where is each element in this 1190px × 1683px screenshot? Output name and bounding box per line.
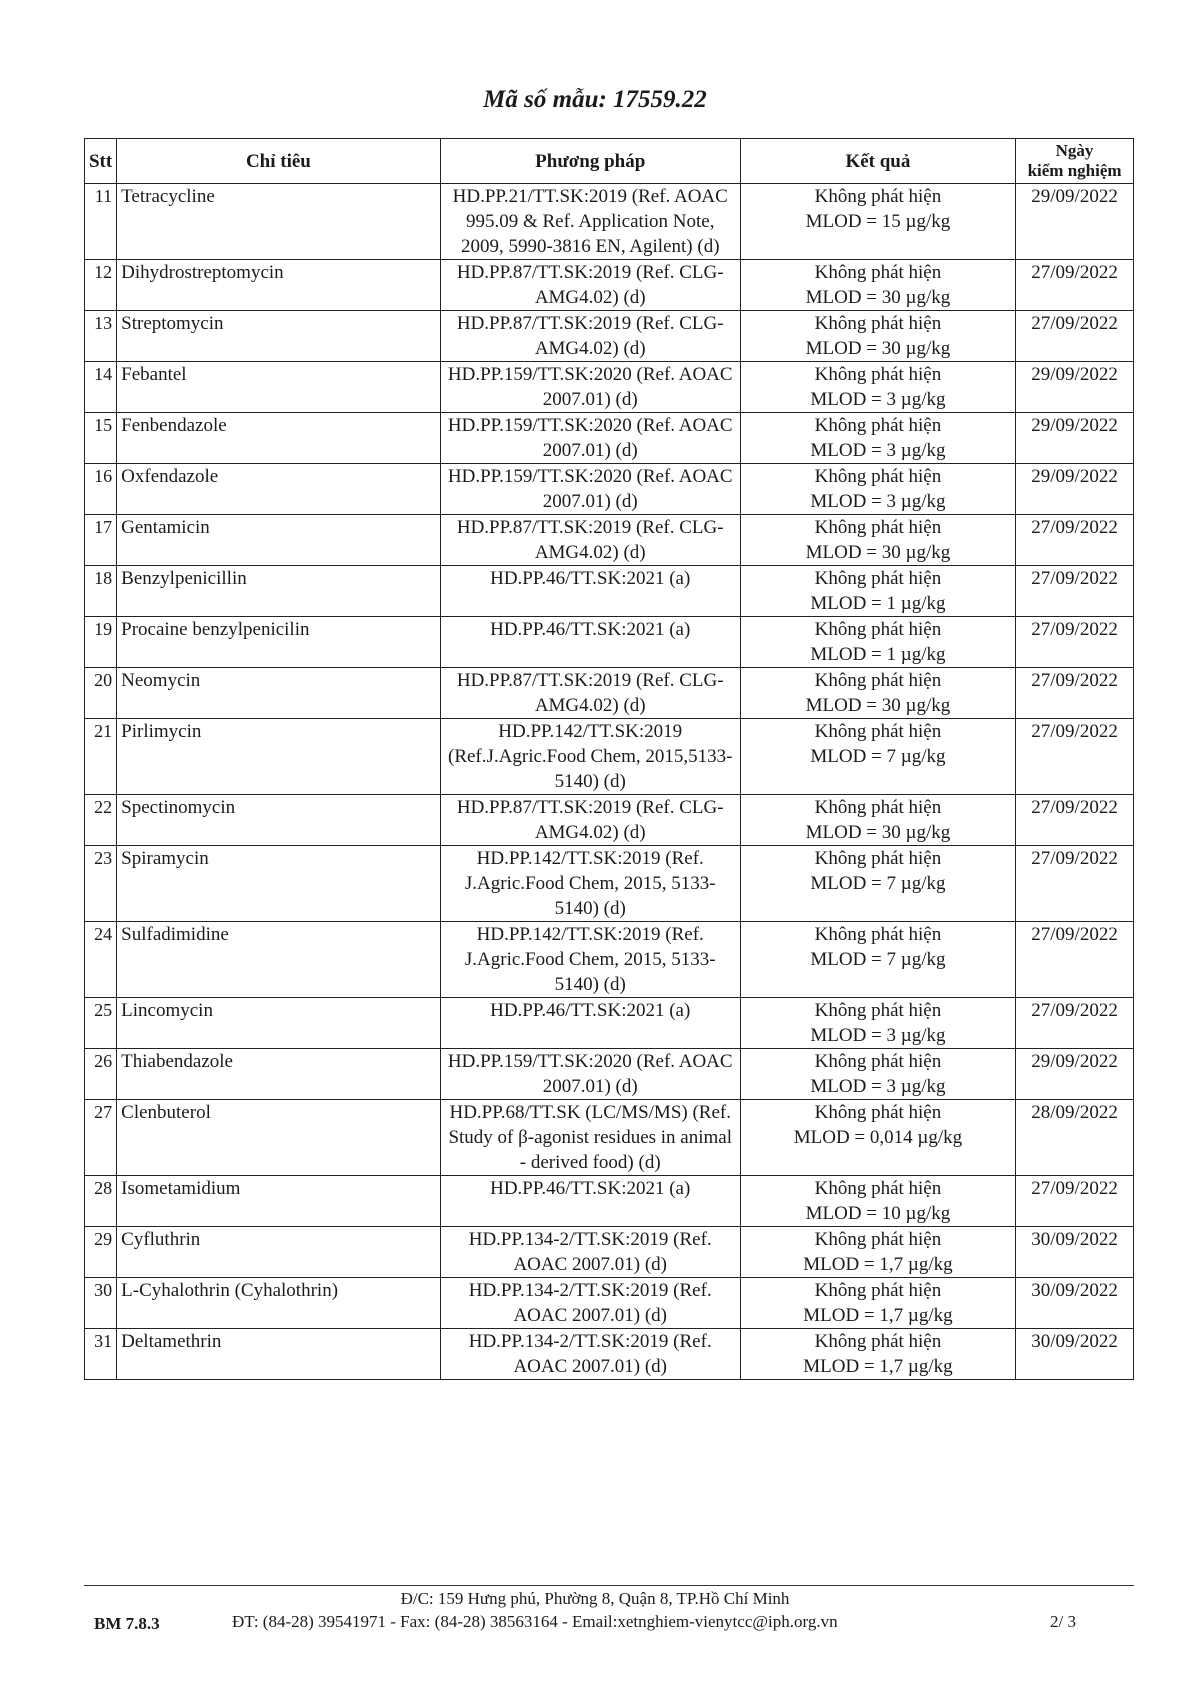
header-result: Kết quả (740, 139, 1015, 184)
row-stt: 30 (85, 1278, 117, 1329)
row-result (740, 998, 1015, 1049)
row-indicator: Febantel (117, 362, 441, 413)
row-result (740, 1278, 1015, 1329)
row-result-mlod: MLOD = 0,014 µg/kg (793, 1127, 963, 1148)
row-result-status: Không phát hiện (814, 517, 942, 538)
row-result (740, 1227, 1015, 1278)
results-body (85, 184, 1134, 1380)
row-test-date: 29/09/2022 (1016, 413, 1134, 464)
row-stt: 18 (85, 566, 117, 617)
row-method: HD.PP.159/TT.SK:2020 (Ref. AOAC 2007.01) (d) (440, 1049, 740, 1100)
row-result-mlod: MLOD = 30 µg/kg (805, 287, 951, 308)
table-row (85, 846, 1134, 922)
row-indicator: Oxfendazole (117, 464, 441, 515)
table-row (85, 1176, 1134, 1227)
row-result-status: Không phát hiện (814, 262, 942, 283)
table-header-row (85, 139, 1134, 184)
row-test-date: 30/09/2022 (1016, 1278, 1134, 1329)
table-row (85, 1278, 1134, 1329)
row-test-date: 27/09/2022 (1016, 566, 1134, 617)
row-test-date: 30/09/2022 (1016, 1227, 1134, 1278)
row-result (740, 1176, 1015, 1227)
row-indicator: Spiramycin (117, 846, 441, 922)
row-result-status: Không phát hiện (814, 1280, 942, 1301)
footer-divider (84, 1585, 1134, 1586)
row-result-mlod: MLOD = 1 µg/kg (810, 593, 946, 614)
row-result-mlod: MLOD = 1 µg/kg (810, 644, 946, 665)
row-test-date: 27/09/2022 (1016, 795, 1134, 846)
footer-page-number: 2/ 3 (1050, 1612, 1076, 1631)
row-method: HD.PP.134-2/TT.SK:2019 (Ref. AOAC 2007.01) (d) (440, 1227, 740, 1278)
row-result-status: Không phát hiện (814, 568, 942, 589)
row-method: HD.PP.87/TT.SK:2019 (Ref. CLG-AMG4.02) (d) (440, 795, 740, 846)
row-result (740, 846, 1015, 922)
row-indicator: Dihydrostreptomycin (117, 260, 441, 311)
row-method: HD.PP.68/TT.SK (LC/MS/MS) (Ref. Study of β-agonist residues in animal - derived food) (d) (440, 1100, 740, 1176)
row-method: HD.PP.142/TT.SK:2019 (Ref. J.Agric.Food Chem, 2015, 5133-5140) (d) (440, 922, 740, 998)
row-result-mlod: MLOD = 30 µg/kg (805, 822, 951, 843)
row-indicator: Cyfluthrin (117, 1227, 441, 1278)
row-indicator: Pirlimycin (117, 719, 441, 795)
results-table (84, 138, 1134, 1380)
row-stt: 20 (85, 668, 117, 719)
row-test-date: 30/09/2022 (1016, 1329, 1134, 1380)
row-method: HD.PP.87/TT.SK:2019 (Ref. CLG-AMG4.02) (d) (440, 260, 740, 311)
row-result (740, 464, 1015, 515)
row-stt: 16 (85, 464, 117, 515)
table-row (85, 617, 1134, 668)
row-test-date: 29/09/2022 (1016, 362, 1134, 413)
row-method: HD.PP.87/TT.SK:2019 (Ref. CLG-AMG4.02) (d) (440, 668, 740, 719)
row-indicator: Clenbuterol (117, 1100, 441, 1176)
row-indicator: Tetracycline (117, 184, 441, 260)
footer-form-code: BM 7.8.3 (94, 1614, 160, 1633)
table-row (85, 998, 1134, 1049)
row-result-status: Không phát hiện (814, 415, 942, 436)
header-stt: Stt (85, 139, 117, 184)
row-indicator: Gentamicin (117, 515, 441, 566)
row-result-mlod: MLOD = 7 µg/kg (810, 746, 946, 767)
sample-code-title: Mã số mẫu: 17559.22 (483, 86, 707, 113)
footer-address: Đ/C: 159 Hưng phú, Phường 8, Quận 8, TP.Hồ Chí Minh (400, 1589, 790, 1608)
row-method: HD.PP.134-2/TT.SK:2019 (Ref. AOAC 2007.01) (d) (440, 1278, 740, 1329)
row-test-date: 27/09/2022 (1016, 846, 1134, 922)
row-stt: 14 (85, 362, 117, 413)
row-method: HD.PP.21/TT.SK:2019 (Ref. AOAC 995.09 & Ref. Application Note, 2009, 5990-3816 EN, Agilent) (d) (440, 184, 740, 260)
row-test-date: 27/09/2022 (1016, 668, 1134, 719)
row-method: HD.PP.142/TT.SK:2019 (Ref. J.Agric.Food Chem, 2015, 5133-5140) (d) (440, 846, 740, 922)
row-stt: 23 (85, 846, 117, 922)
row-stt: 11 (85, 184, 117, 260)
header-indicator: Chỉ tiêu (117, 139, 441, 184)
row-result (740, 617, 1015, 668)
row-stt: 25 (85, 998, 117, 1049)
row-indicator: Sulfadimidine (117, 922, 441, 998)
row-test-date: 29/09/2022 (1016, 184, 1134, 260)
row-test-date: 28/09/2022 (1016, 1100, 1134, 1176)
row-result (740, 311, 1015, 362)
row-stt: 21 (85, 719, 117, 795)
row-method: HD.PP.46/TT.SK:2021 (a) (440, 998, 740, 1049)
row-indicator: Benzylpenicillin (117, 566, 441, 617)
row-test-date: 27/09/2022 (1016, 617, 1134, 668)
row-result (740, 1329, 1015, 1380)
row-result-status: Không phát hiện (814, 797, 942, 818)
row-result-status: Không phát hiện (814, 1331, 942, 1352)
row-indicator: Streptomycin (117, 311, 441, 362)
row-result-status: Không phát hiện (814, 1229, 942, 1250)
row-result (740, 719, 1015, 795)
header-date-line1: Ngày (1055, 141, 1094, 160)
row-result (740, 260, 1015, 311)
table-row (85, 1100, 1134, 1176)
row-stt: 13 (85, 311, 117, 362)
row-result-status: Không phát hiện (814, 721, 942, 742)
row-indicator: L-Cyhalothrin (Cyhalothrin) (117, 1278, 441, 1329)
row-result (740, 566, 1015, 617)
row-stt: 15 (85, 413, 117, 464)
row-stt: 29 (85, 1227, 117, 1278)
table-row (85, 413, 1134, 464)
row-indicator: Deltamethrin (117, 1329, 441, 1380)
header-method: Phương pháp (440, 139, 740, 184)
row-result (740, 795, 1015, 846)
header-test-date (1016, 139, 1134, 184)
header-date-line2: kiểm nghiệm (1027, 161, 1122, 180)
row-result (740, 1049, 1015, 1100)
row-test-date: 27/09/2022 (1016, 1176, 1134, 1227)
row-result-status: Không phát hiện (814, 186, 942, 207)
row-indicator: Isometamidium (117, 1176, 441, 1227)
table-row (85, 1329, 1134, 1380)
table-row (85, 464, 1134, 515)
table-row (85, 362, 1134, 413)
row-result-mlod: MLOD = 30 µg/kg (805, 695, 951, 716)
row-stt: 27 (85, 1100, 117, 1176)
row-test-date: 27/09/2022 (1016, 998, 1134, 1049)
row-stt: 24 (85, 922, 117, 998)
table-row (85, 719, 1134, 795)
row-result-mlod: MLOD = 3 µg/kg (810, 491, 946, 512)
row-test-date: 27/09/2022 (1016, 719, 1134, 795)
row-result-status: Không phát hiện (814, 670, 942, 691)
row-method: HD.PP.159/TT.SK:2020 (Ref. AOAC 2007.01) (d) (440, 413, 740, 464)
row-test-date: 27/09/2022 (1016, 922, 1134, 998)
row-method: HD.PP.46/TT.SK:2021 (a) (440, 617, 740, 668)
table-row (85, 922, 1134, 998)
row-test-date: 29/09/2022 (1016, 1049, 1134, 1100)
row-result-status: Không phát hiện (814, 1102, 942, 1123)
table-row (85, 260, 1134, 311)
row-method: HD.PP.159/TT.SK:2020 (Ref. AOAC 2007.01) (d) (440, 362, 740, 413)
row-test-date: 29/09/2022 (1016, 464, 1134, 515)
row-test-date: 27/09/2022 (1016, 515, 1134, 566)
row-result-mlod: MLOD = 7 µg/kg (810, 873, 946, 894)
row-result-status: Không phát hiện (814, 313, 942, 334)
row-result (740, 668, 1015, 719)
row-result-mlod: MLOD = 3 µg/kg (810, 1025, 946, 1046)
row-method: HD.PP.46/TT.SK:2021 (a) (440, 1176, 740, 1227)
row-stt: 19 (85, 617, 117, 668)
row-result-status: Không phát hiện (814, 848, 942, 869)
row-method: HD.PP.46/TT.SK:2021 (a) (440, 566, 740, 617)
row-method: HD.PP.134-2/TT.SK:2019 (Ref. AOAC 2007.01) (d) (440, 1329, 740, 1380)
row-result (740, 362, 1015, 413)
row-stt: 17 (85, 515, 117, 566)
row-result-mlod: MLOD = 1,7 µg/kg (803, 1254, 953, 1275)
row-indicator: Neomycin (117, 668, 441, 719)
row-result-mlod: MLOD = 3 µg/kg (810, 389, 946, 410)
row-indicator: Lincomycin (117, 998, 441, 1049)
row-result-status: Không phát hiện (814, 364, 942, 385)
row-method: HD.PP.142/TT.SK:2019 (Ref.J.Agric.Food Chem, 2015,5133-5140) (d) (440, 719, 740, 795)
row-method: HD.PP.159/TT.SK:2020 (Ref. AOAC 2007.01) (d) (440, 464, 740, 515)
row-result-status: Không phát hiện (814, 1051, 942, 1072)
row-indicator: Procaine benzylpenicilin (117, 617, 441, 668)
row-stt: 26 (85, 1049, 117, 1100)
row-method: HD.PP.87/TT.SK:2019 (Ref. CLG-AMG4.02) (d) (440, 515, 740, 566)
row-result-status: Không phát hiện (814, 1000, 942, 1021)
row-indicator: Thiabendazole (117, 1049, 441, 1100)
row-result-mlod: MLOD = 1,7 µg/kg (803, 1305, 953, 1326)
row-result-status: Không phát hiện (814, 924, 942, 945)
row-stt: 12 (85, 260, 117, 311)
table-row (85, 1227, 1134, 1278)
row-result-status: Không phát hiện (814, 619, 942, 640)
table-row (85, 566, 1134, 617)
footer-contact: ĐT: (84-28) 39541971 - Fax: (84-28) 38563164 - Email:xetnghiem-vienytcc@iph.org.vn (232, 1612, 838, 1631)
row-result-mlod: MLOD = 1,7 µg/kg (803, 1356, 953, 1377)
table-row (85, 668, 1134, 719)
row-result (740, 1100, 1015, 1176)
row-test-date: 27/09/2022 (1016, 260, 1134, 311)
row-result-mlod: MLOD = 30 µg/kg (805, 542, 951, 563)
row-result (740, 922, 1015, 998)
row-indicator: Fenbendazole (117, 413, 441, 464)
row-test-date: 27/09/2022 (1016, 311, 1134, 362)
row-result-status: Không phát hiện (814, 1178, 942, 1199)
row-result-status: Không phát hiện (814, 466, 942, 487)
row-result-mlod: MLOD = 15 µg/kg (805, 211, 951, 232)
row-result (740, 184, 1015, 260)
table-row (85, 1049, 1134, 1100)
table-row (85, 311, 1134, 362)
row-method: HD.PP.87/TT.SK:2019 (Ref. CLG-AMG4.02) (d) (440, 311, 740, 362)
row-result-mlod: MLOD = 10 µg/kg (805, 1203, 951, 1224)
row-indicator: Spectinomycin (117, 795, 441, 846)
table-row (85, 515, 1134, 566)
row-result-mlod: MLOD = 3 µg/kg (810, 1076, 946, 1097)
row-result (740, 515, 1015, 566)
row-stt: 28 (85, 1176, 117, 1227)
row-stt: 31 (85, 1329, 117, 1380)
row-result (740, 413, 1015, 464)
row-result-mlod: MLOD = 7 µg/kg (810, 949, 946, 970)
table-row (85, 795, 1134, 846)
table-row (85, 184, 1134, 260)
row-result-mlod: MLOD = 3 µg/kg (810, 440, 946, 461)
row-stt: 22 (85, 795, 117, 846)
row-result-mlod: MLOD = 30 µg/kg (805, 338, 951, 359)
